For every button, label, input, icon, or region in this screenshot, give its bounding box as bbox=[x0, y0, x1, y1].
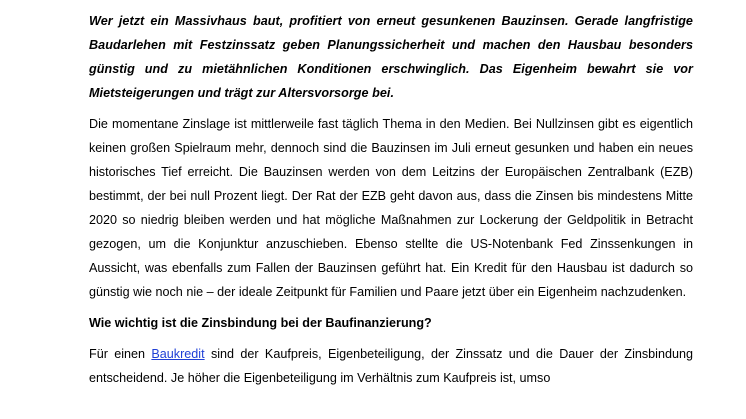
paragraph-text-before-link: Für einen bbox=[89, 347, 152, 361]
body-paragraph: Die momentane Zinslage ist mittlerweile fast täglich Thema in den Medien. Bei Nullzinsen gibt es eigentlich keinen großen Spielraum mehr, dennoch sind die Bauzinsen im Juli erneut gesunken und haben ein neues historisches Tief erreicht. Die Bauzinsen werden von dem Leitzins der Europäischen Zentralbank (EZB) bestimmt, der bei null Prozent liegt. Der Rat der EZB geht davon aus, dass die Zinsen bis mindestens Mitte 2020 so niedrig bleiben werden und hat mögliche Maßnahmen zur Lockerung der Geldpolitik in Betracht gezogen, um die Konjunktur anzuschieben. Ebenso stellte die US-Notenbank Fed Zinssenkungen in Aussicht, was ebenfalls zum Fallen der Bauzinsen geführt hat. Ein Kredit für den Hausbau ist dadurch so günstig wie noch nie – der ideale Zeitpunkt für Familien und Paare jetzt über ein Eigenheim nachzudenken. bbox=[89, 117, 693, 299]
lead-paragraph: Wer jetzt ein Massivhaus baut, profitiert von erneut gesunkenen Bauzinsen. Gerade langfristige Baudarlehen mit Festzinssatz geben Planungssicherheit und machen den Hausbau besonders günstig und zu mietähnlichen Konditionen erschwinglich. Das Eigenheim bewahrt sie vor Mietsteigerungen und trägt zur Altersvorsorge bei. bbox=[89, 14, 693, 100]
document-page bbox=[89, 9, 693, 390]
baukredit-link[interactable]: Baukredit bbox=[151, 347, 205, 361]
section-heading: Wie wichtig ist die Zinsbindung bei der Baufinanzierung? bbox=[89, 316, 432, 330]
financing-paragraph bbox=[89, 342, 693, 390]
paragraph-text-after-link: sind der Kaufpreis, Eigenbeteiligung, der Zinssatz und die Dauer der Zinsbindung entscheidend. Je höher die Eigenbeteiligung im Verhältnis zum Kaufpreis ist, umso bbox=[89, 347, 694, 385]
